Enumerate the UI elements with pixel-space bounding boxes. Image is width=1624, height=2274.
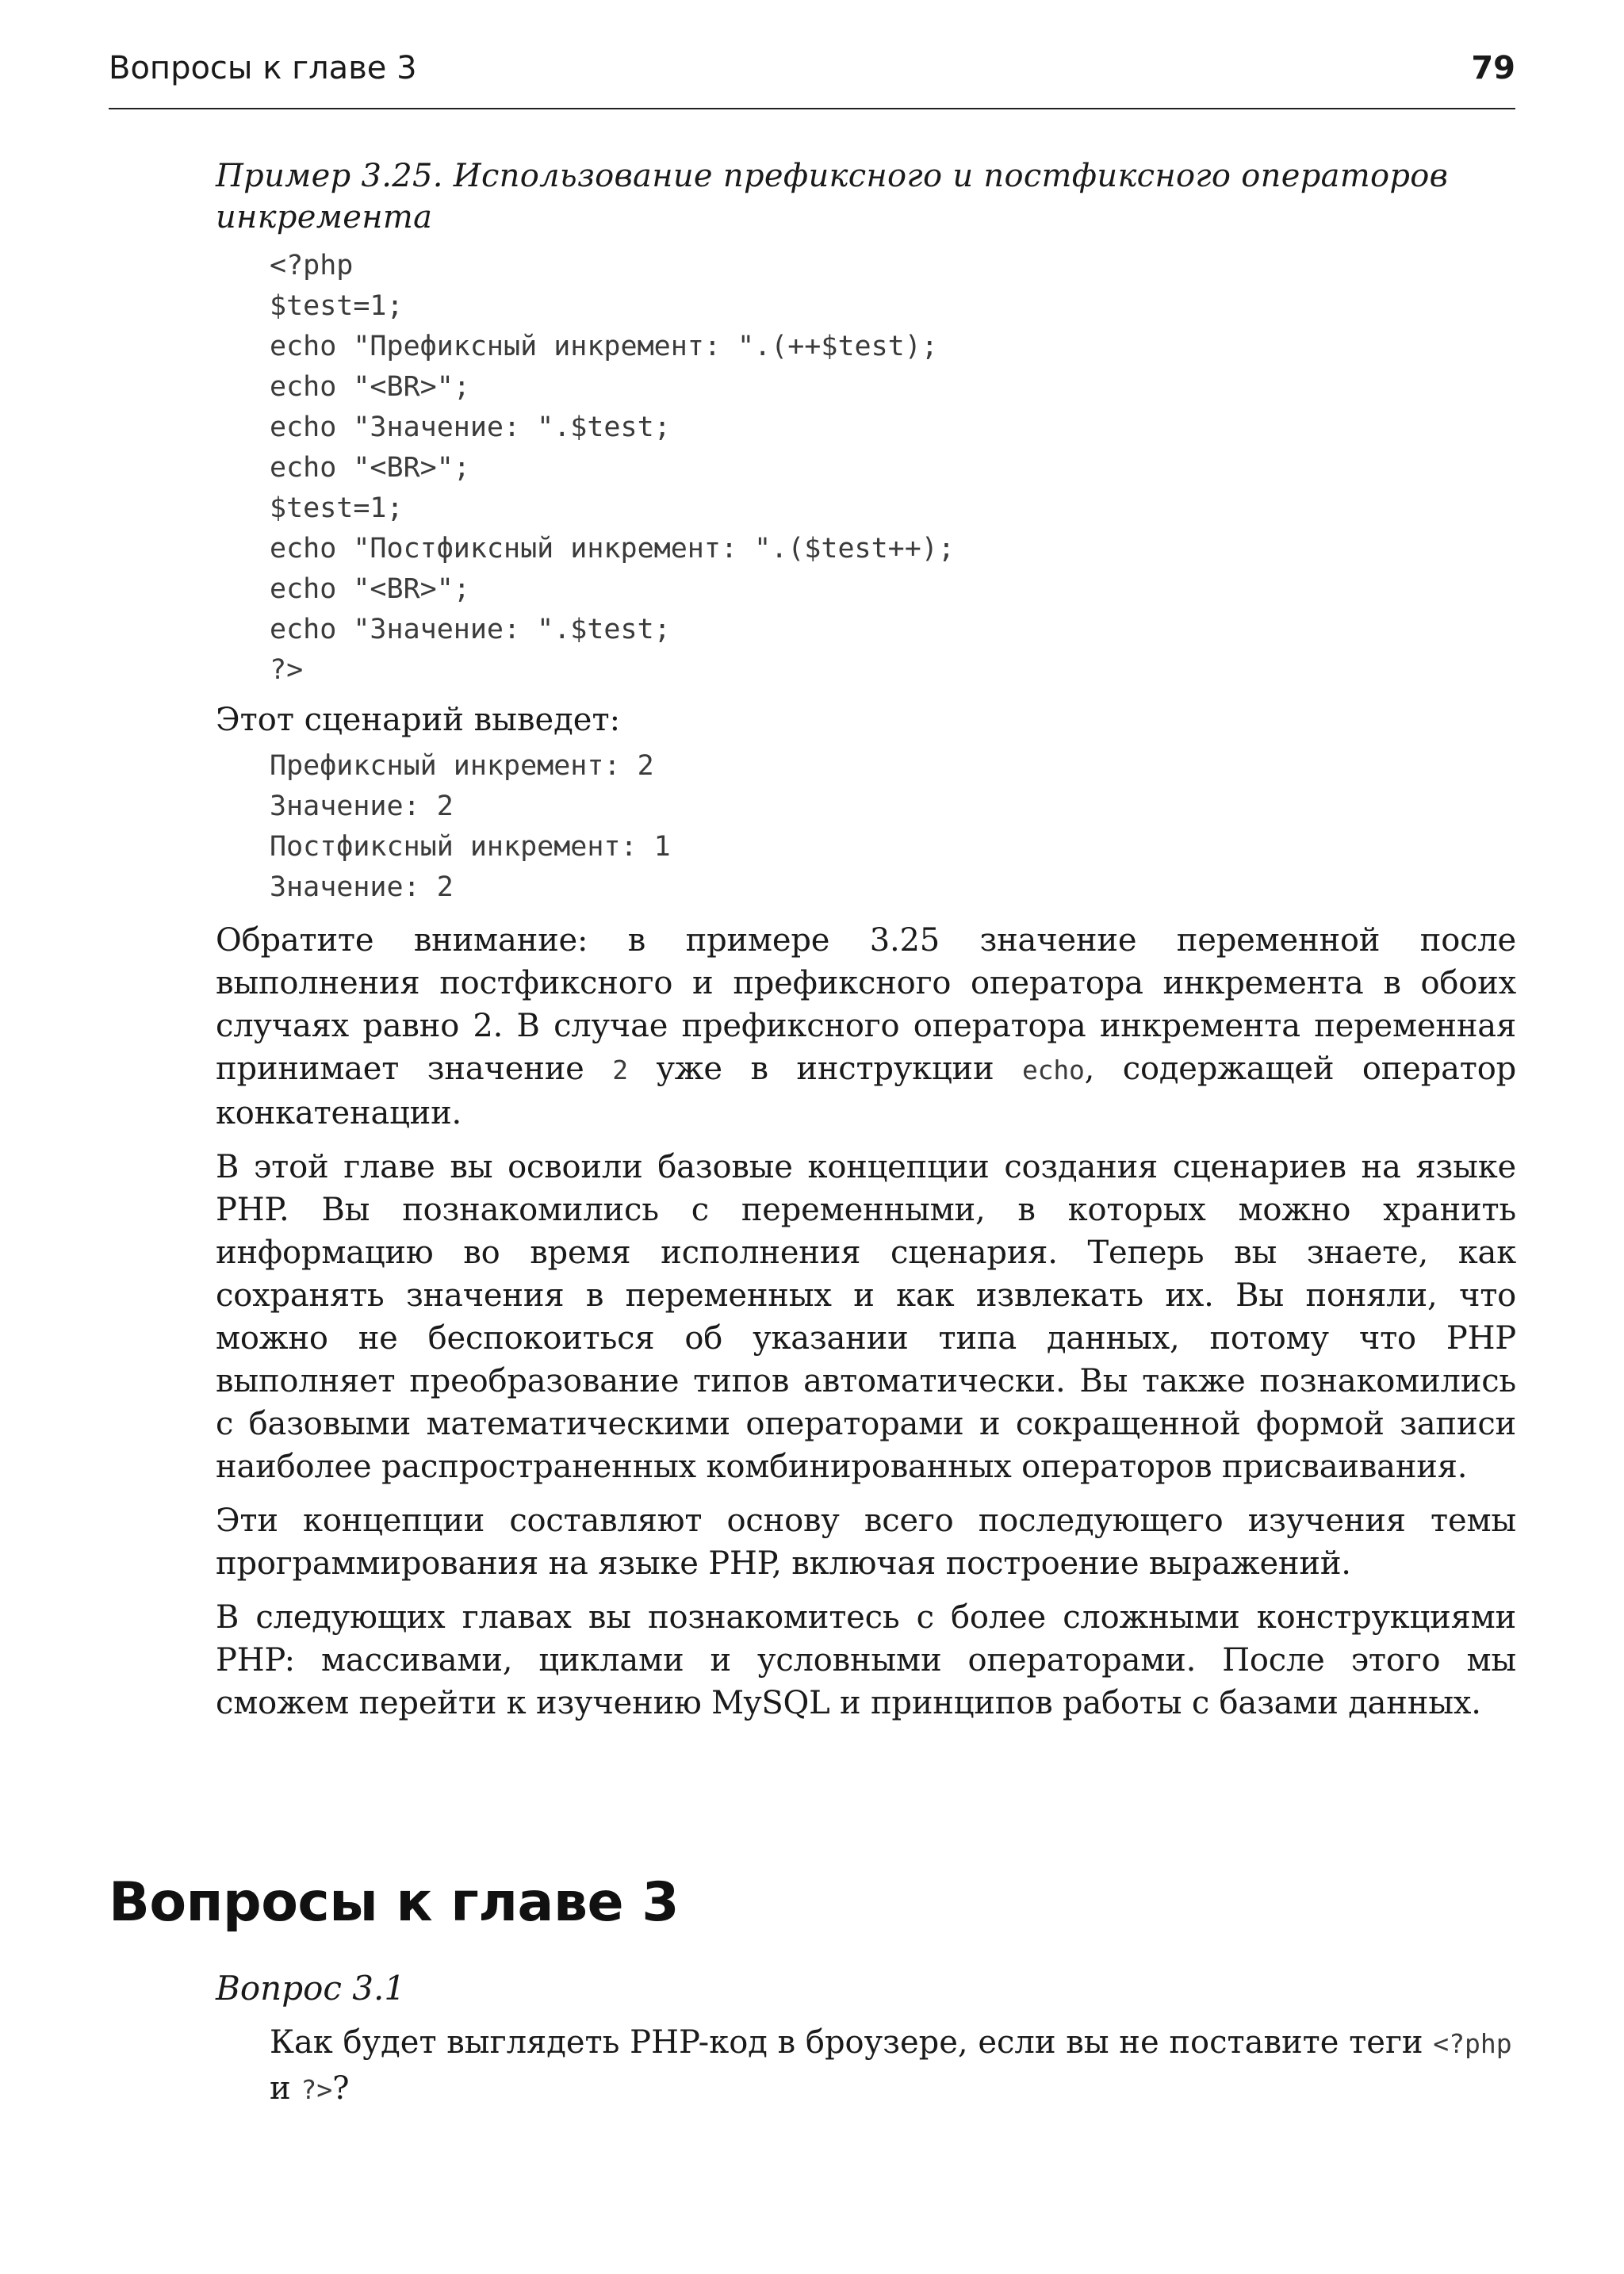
code-listing	[270, 246, 1516, 691]
section-heading: Вопросы к главе 3	[109, 1871, 680, 1934]
code-line: echo "Значение: ".$test;	[270, 412, 671, 443]
inline-code: echo	[1022, 1055, 1085, 1085]
output-line: Значение: 2	[270, 871, 454, 903]
code-line: $test=1;	[270, 492, 404, 524]
paragraph-note	[216, 919, 1516, 1135]
example-caption: Пример 3.25. Использование префиксного и постфиксного операторов инкремента	[216, 158, 1449, 235]
running-head-title: Вопросы к главе 3	[109, 50, 417, 86]
code-line: echo "Постфиксный инкремент: ".($test++);	[270, 533, 955, 565]
inline-code: <?php	[1433, 2028, 1512, 2059]
header-rule	[109, 108, 1515, 109]
inline-code: ?>	[301, 2074, 333, 2105]
paragraph-summary: В этой главе вы освоили базовые концепции создания сценариев на языке PHP. Вы познакомились с переменными, в которых можно хранить информацию во время исполнения сценария. Теперь вы знаете, как сохранять значения в переменных и как извлекать их. Вы поняли, что можно не беспокоиться об указании типа данных, потому что PHP выполняет преобразование типов автоматически. Вы также познакомились с базовыми математическими операторами и сокращенной формой записи наиболее распространенных комбинированных операторов присваивания.	[216, 1149, 1516, 1485]
code-line: echo "<BR>";	[270, 452, 470, 484]
question-text-part: и	[270, 2070, 301, 2107]
paragraph-text: Обратите внимание: в примере 3.25 значение переменной после выполнения постфиксного и префиксного оператора инкремента в обоих случаях равно 2. В случае префиксного оператора инкремента переменная принимает значение	[216, 922, 1516, 1087]
question-text-part: Как будет выглядеть PHP-код в броузере, если вы не поставите теги	[270, 2024, 1434, 2061]
output-line: Постфиксный инкремент: 1	[270, 831, 671, 863]
code-line: $test=1;	[270, 290, 404, 322]
question-text-part: ?	[332, 2070, 350, 2107]
paragraph-basis: Эти концепции составляют основу всего последующего изучения темы программирования на языке PHP, включая построение выражений.	[216, 1503, 1516, 1582]
code-line: echo "<BR>";	[270, 573, 470, 605]
question-item	[216, 1966, 1516, 2112]
code-line: echo "<BR>";	[270, 371, 470, 403]
code-line: ?>	[270, 654, 304, 686]
question-label: Вопрос 3.1	[216, 1969, 406, 2008]
question-text	[270, 2020, 1516, 2112]
paragraph-text: , содержащей оператор конкатенации.	[216, 1051, 1516, 1131]
paragraph-next-chapters: В следующих главах вы познакомитесь с более сложными конструкциями PHP: массивами, циклами и условными операторами. После этого мы сможем перейти к изучению MySQL и принципов работы с базами данных.	[216, 1599, 1516, 1721]
output-line: Префиксный инкремент: 2	[270, 750, 654, 782]
code-line: <?php	[270, 250, 354, 281]
running-head	[109, 46, 1515, 94]
code-line: echo "Префиксный инкремент: ".(++$test);	[270, 331, 938, 362]
output-line: Значение: 2	[270, 791, 454, 822]
inline-code: 2	[612, 1055, 628, 1085]
code-line: echo "Значение: ".$test;	[270, 614, 671, 645]
paragraph-text: уже в инструкции	[627, 1051, 1022, 1087]
output-listing	[270, 746, 1516, 908]
page-number: 79	[1471, 50, 1515, 86]
main-text	[216, 155, 1516, 1736]
output-lead: Этот сценарий выведет:	[216, 702, 621, 738]
